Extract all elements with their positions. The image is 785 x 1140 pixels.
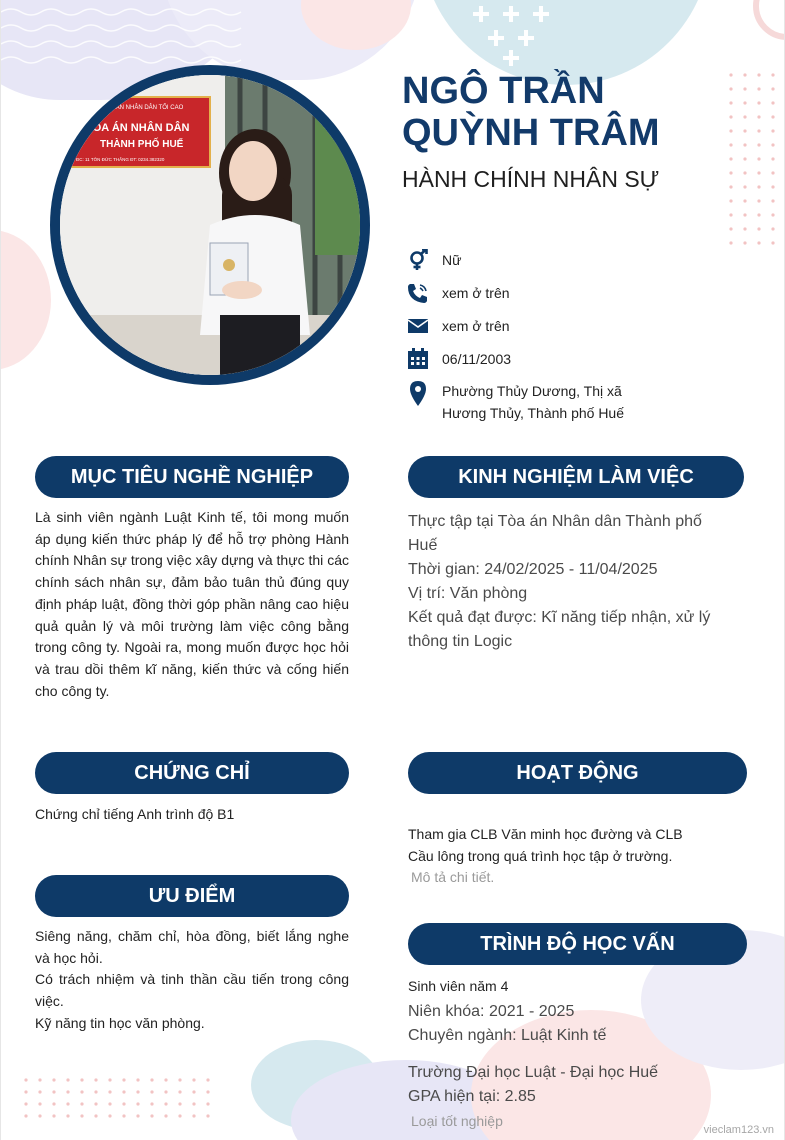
experience-result: Kết quả đạt được: Kĩ năng tiếp nhận, xử lý thông tin Logic (408, 609, 711, 650)
profile-photo-image (60, 75, 360, 375)
activities-text (408, 824, 728, 889)
strength-item-3: Kỹ năng tin học văn phòng. (35, 1014, 205, 1031)
dot-pattern-bottom-left (21, 1075, 211, 1125)
certificates-heading: CHỨNG CHỈ (35, 752, 349, 794)
objective-heading: MỤC TIÊU NGHỀ NGHIỆP (35, 456, 349, 498)
strength-item-1: Siêng năng, chăm chỉ, hòa đồng, biết lắng nghe và học hỏi. (35, 928, 349, 966)
activities-line-1: Tham gia CLB Văn minh học đường và CLB (408, 826, 683, 842)
phone-value: xem ở trên (442, 285, 510, 301)
gender-icon (405, 249, 431, 271)
plus-pattern (471, 4, 561, 68)
address-row (405, 380, 624, 424)
sign-line-4: ĐC: 11 TÔN ĐỨC THẮNG ĐT: 0234.382320 (76, 157, 165, 162)
calendar-icon (405, 348, 431, 370)
sign-line-3: THÀNH PHỐ HUẾ (100, 139, 184, 150)
objective-text: Là sinh viên ngành Luật Kinh tế, tôi mong muốn áp dụng kiến thức pháp lý để hỗ trợ phòng Hành chính Nhân sự trong việc xây dựng và thực thi các chính sách nhân sự, đảm bảo tuân thủ đúng quy định pháp luật, đồng thời góp phần nâng cao hiệu quả quản lý và môi trường làm việc công bằng trong công ty. Ngoài ra, mong muốn được học hỏi và trau dồi thêm kĩ năng, kiến thức và cống hiến cho công ty. (35, 509, 349, 699)
education-major: Chuyên ngành: Luật Kinh tế (408, 1027, 607, 1044)
watermark: vieclam123.vn (703, 1124, 774, 1136)
education-grade-placeholder: Loại tốt nghiệp (411, 1113, 503, 1129)
candidate-name (402, 70, 660, 154)
birthday-row (405, 348, 511, 370)
address-line-1: Phường Thủy Dương, Thị xã (442, 383, 622, 399)
address-line-2: Hương Thủy, Thành phố Huế (442, 405, 624, 421)
activities-placeholder: Mô tả chi tiết. (411, 869, 495, 886)
envelope-icon (405, 315, 431, 337)
phone-row (405, 282, 510, 304)
strengths-list (35, 926, 349, 1035)
email-row (405, 315, 510, 337)
experience-time: Thời gian: 24/02/2025 - 11/04/2025 (408, 561, 658, 578)
phone-icon (405, 282, 431, 304)
map-pin-icon (405, 380, 431, 408)
gender-value: Nữ (442, 252, 462, 268)
gender-row (405, 249, 461, 271)
experience-heading: KINH NGHIỆM LÀM VIỆC (408, 456, 744, 498)
education-course: Niên khóa: 2021 - 2025 (408, 1003, 575, 1020)
education-year: Sinh viên năm 4 (408, 978, 509, 994)
name-line-2: QUỲNH TRÂM (402, 112, 660, 154)
birthday-value: 06/11/2003 (442, 351, 512, 367)
education-school: Trường Đại học Luật - Đại học Huế (408, 1064, 659, 1081)
certificate-item: Chứng chỉ tiếng Anh trình độ B1 (35, 806, 235, 822)
strength-item-2: Có trách nhiệm và tinh thần cầu tiến trong công việc. (35, 971, 349, 1010)
bg-ring-top-right (753, 0, 785, 40)
education-heading: TRÌNH ĐỘ HỌC VẤN (408, 923, 747, 965)
activities-line-2: Cầu lông trong quá trình học tập ở trường. (408, 847, 673, 864)
email-value: xem ở trên (442, 318, 510, 334)
dot-pattern-right (726, 70, 776, 255)
education-course-major (408, 1000, 738, 1048)
address-value (442, 380, 624, 424)
bg-blob-left-pink (0, 230, 51, 370)
education-gpa: GPA hiện tại: 2.85 (408, 1088, 536, 1105)
photo-illustration (60, 75, 360, 375)
profile-photo (50, 65, 370, 385)
experience-details (408, 510, 726, 654)
sign-line-1: TÒA ÁN NHÂN DÂN TỐI CAO (102, 105, 184, 111)
education-school-gpa (408, 1061, 738, 1109)
job-title: HÀNH CHÍNH NHÂN SỰ (402, 166, 660, 192)
sign-line-2: TÒA ÁN NHÂN DÂN (86, 122, 190, 134)
experience-position: Vị trí: Văn phòng (408, 585, 528, 602)
experience-place: Thực tập tại Tòa án Nhân dân Thành phố Huế (408, 513, 702, 554)
name-line-1: NGÔ TRẦN (402, 70, 605, 112)
strengths-heading: ƯU ĐIỂM (35, 875, 349, 917)
activities-heading: HOẠT ĐỘNG (408, 752, 747, 794)
